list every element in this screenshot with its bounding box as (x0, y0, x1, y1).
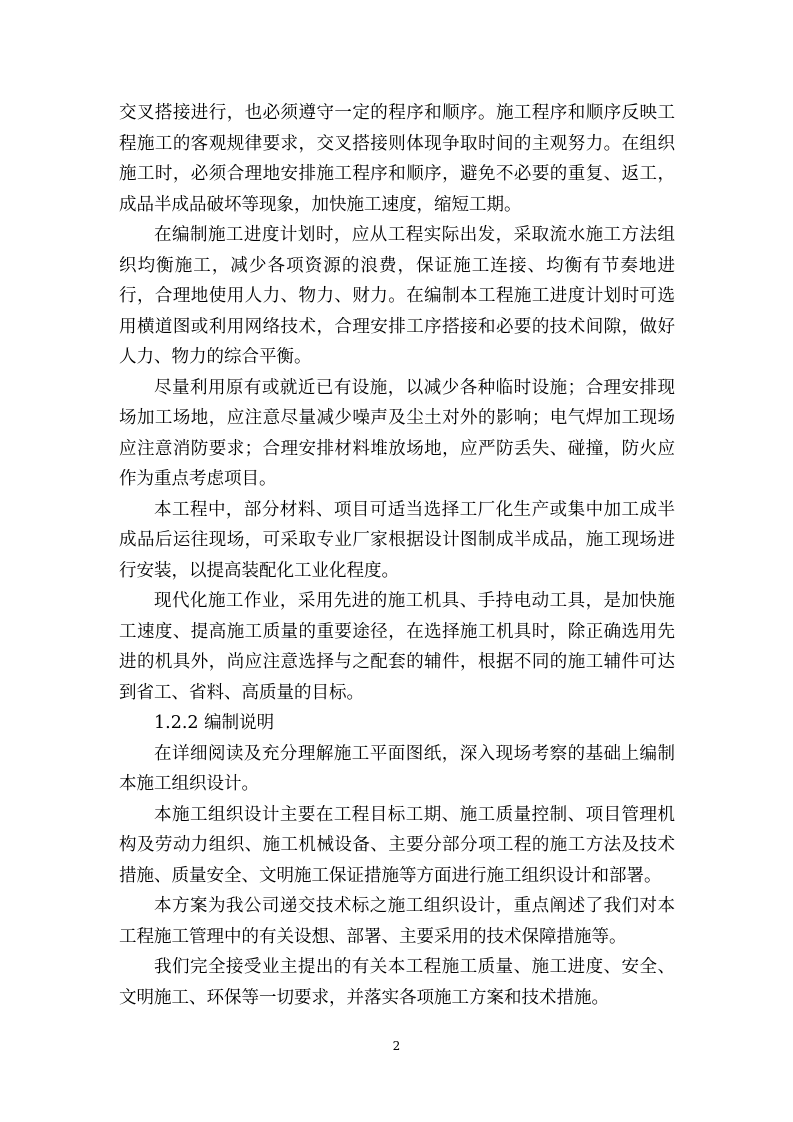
section-heading: 1.2.2 编制说明 (154, 713, 275, 733)
document-page (119, 98, 675, 1013)
paragraph-prefabrication: 本工程中，部分材料、项目可适当选择工厂化生产或集中加工成半成品后运往现场，可采取专业厂家根据设计图制成半成品，施工现场进行安装，以提高装配化工业化程度。 (119, 499, 675, 581)
paragraph-schedule-planning: 在编制施工进度计划时，应从工程实际出发，采取流水施工方法组织均衡施工，减少各项资源的浪费，保证施工连接、均衡有节奏地进行，合理地使用人力、物力、财力。在编制本工程施工进度计划时可选用横道图或利用网络技术，合理安排工序搭接和必要的技术间隙，做好人力、物力的综合平衡。 (119, 225, 675, 367)
paragraph-basis: 在详细阅读及充分理解施工平面图纸，深入现场考察的基础上编制本施工组织设计。 (119, 743, 675, 794)
paragraph-site-facilities: 尽量利用原有或就近已有设施，以减少各种临时设施；合理安排现场加工场地，应注意尽量减少噪声及尘土对外的影响；电气焊加工现场应注意消防要求；合理安排材料堆放场地，应严防丢失、碰撞，防火应作为重点考虑项目。 (119, 377, 675, 489)
paragraph-scope: 本施工组织设计主要在工程目标工期、施工质量控制、项目管理机构及劳动力组织、施工机械设备、主要分部分项工程的施工方法及技术措施、质量安全、文明施工保证措施等方面进行施工组织设计和部署。 (119, 804, 675, 886)
paragraph-continued: 交叉搭接进行，也必须遵守一定的程序和顺序。施工程序和顺序反映工程施工的客观规律要求，交叉搭接则体现争取时间的主观努力。在组织施工时，必须合理地安排施工程序和顺序，避免不必要的重复、返工，成品半成品破坏等现象，加快施工速度，缩短工期。 (119, 103, 675, 215)
paragraph-proposal: 本方案为我公司递交技术标之施工组织设计，重点阐述了我们对本工程施工管理中的有关设想、部署、主要采用的技术保障措施等。 (119, 896, 675, 947)
paragraph-modern-construction: 现代化施工作业，采用先进的施工机具、手持电动工具，是加快施工速度、提高施工质量的重要途径，在选择施工机具时，除正确选用先进的机具外，尚应注意选择与之配套的辅件，根据不同的施工辅件可达到省工、省料、高质量的目标。 (119, 591, 675, 703)
page-number: 2 (392, 1039, 401, 1053)
paragraph-commitment: 我们完全接受业主提出的有关本工程施工质量、施工进度、安全、文明施工、环保等一切要求，并落实各项施工方案和技术措施。 (119, 957, 675, 1008)
